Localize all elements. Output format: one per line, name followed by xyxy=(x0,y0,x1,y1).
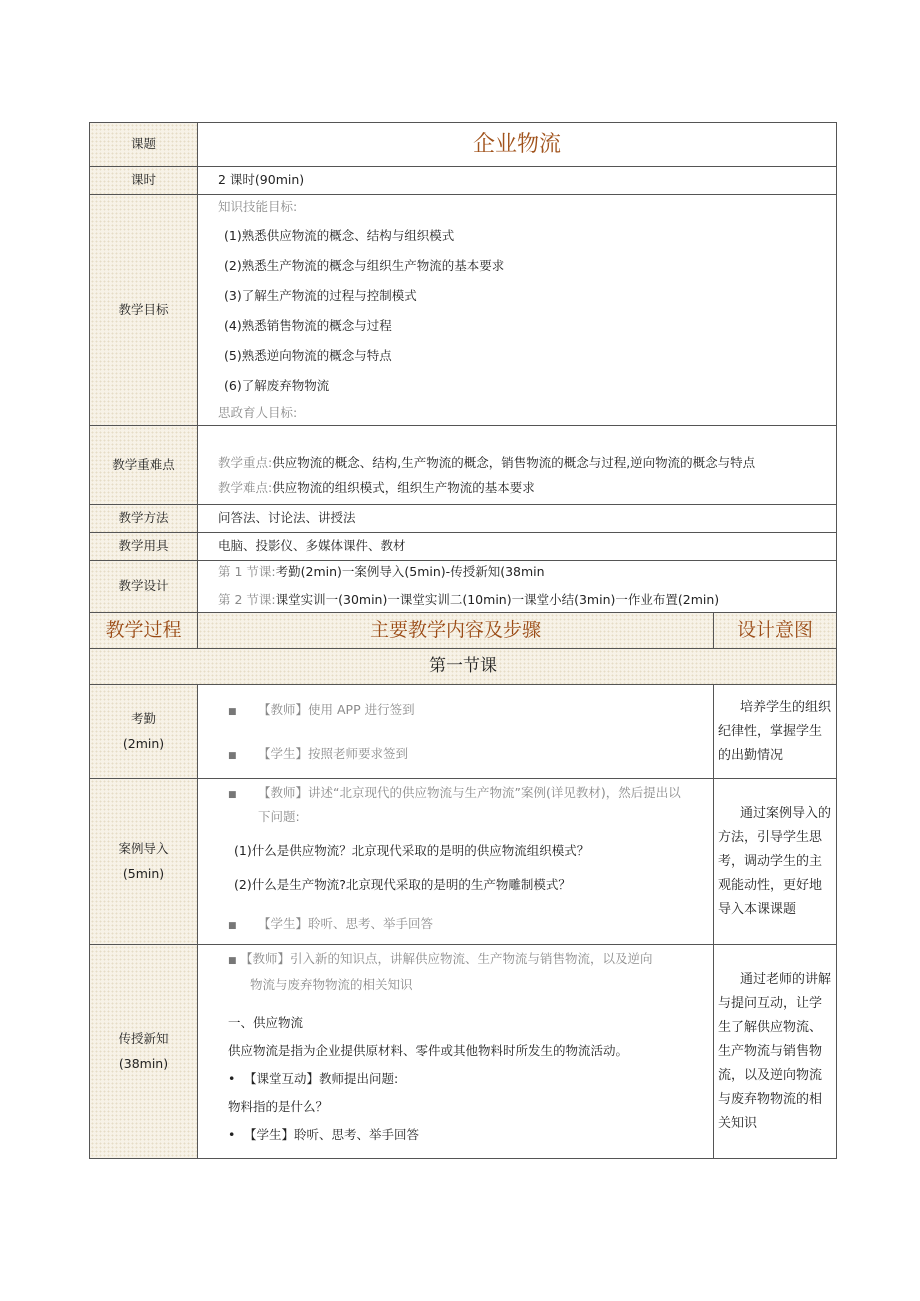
design-content xyxy=(198,561,837,613)
square-bullet-icon: ■ xyxy=(228,956,237,966)
case-teacher-cont: 下问题: xyxy=(258,808,300,824)
objectives-content xyxy=(198,195,837,426)
dot-bullet-icon: • xyxy=(228,1127,236,1142)
key-points-content xyxy=(198,426,837,505)
teach-definition: 供应物流是指为企业提供原材料、零件或其他物料时所发生的物流活动。 xyxy=(228,1043,629,1058)
knowledge-heading: 知识技能目标: xyxy=(218,199,298,214)
design-session-2: 第 2 节课:课堂实训一(30min)一课堂实训二(10min)一课堂小结(3min)一作业布置(2min) xyxy=(218,592,720,608)
methods-value: 问答法、讨论法、讲授法 xyxy=(198,505,837,533)
case-question-1: (1)什么是供应物流？北京现代采取的是明的供应物流组织模式？ xyxy=(234,842,590,858)
teach-teacher-cont: 物流与废弃物物流的相关知识 xyxy=(250,977,413,992)
attendance-student: ■ 【学生】按照老师要求签到 xyxy=(228,732,713,776)
tools-label: 教学用具 xyxy=(90,533,198,561)
case-intent: 通过案例导入的方法，引导学生思考，调动学生的主观能动性，更好地导入本课课题 xyxy=(714,779,837,945)
difficult-point-line: 教学难点:供应物流的组织模式，组织生产物流的基本要求 xyxy=(218,480,535,495)
objective-item: (5)熟悉逆向物流的概念与特点 xyxy=(224,348,392,363)
objective-item: (1)熟悉供应物流的概念、结构与组织模式 xyxy=(224,228,455,243)
column-header-content: 主要教学内容及步骤 xyxy=(198,613,714,649)
hours-label: 课时 xyxy=(90,167,198,195)
teach-content xyxy=(198,945,714,1159)
column-header-intent: 设计意图 xyxy=(714,613,837,649)
teach-student: • 【学生】聆听、思考、举手回答 xyxy=(228,1121,713,1149)
design-label: 教学设计 xyxy=(90,561,198,613)
teach-interaction: • 【课堂互动】教师提出问题: xyxy=(228,1065,713,1093)
topic-label: 课题 xyxy=(90,123,198,167)
attendance-content xyxy=(198,685,714,779)
design-session-1: 第 1 节课:考勤(2min)一案例导入(5min)-传授新知(38min xyxy=(218,564,545,580)
dot-bullet-icon: • xyxy=(228,1071,236,1086)
square-bullet-icon: ■ xyxy=(228,920,237,931)
hours-value: 2 课时(90min) xyxy=(198,167,837,195)
case-student: ■ 【学生】聆听、思考、举手回答 xyxy=(228,902,713,942)
tools-value: 电脑、投影仪、多媒体课件、教材 xyxy=(198,533,837,561)
column-header-process: 教学过程 xyxy=(90,613,198,649)
teach-label: 传授新知 (38min) xyxy=(90,945,198,1159)
case-teacher: ■ 【教师】讲述“北京现代的供应物流与生产物流”案例(详见教材)，然后提出以 xyxy=(228,782,713,806)
objective-item: (6)了解废弃物物流 xyxy=(224,378,330,393)
ideological-heading: 思政育人目标: xyxy=(218,405,298,420)
teach-heading: 一、供应物流 xyxy=(228,1015,304,1030)
square-bullet-icon: ■ xyxy=(228,750,237,761)
attendance-label: 考勤 (2min) xyxy=(90,685,198,779)
page-title: 企业物流 xyxy=(198,123,837,167)
key-points-label: 教学重难点 xyxy=(90,426,198,505)
section-title: 第一节课 xyxy=(90,649,837,685)
key-point-line: 教学重点:供应物流的概念、结构,生产物流的概念，销售物流的概念与过程,逆向物流的概念与特点 xyxy=(218,455,756,470)
case-content xyxy=(198,779,714,945)
teach-question: 物料指的是什么？ xyxy=(228,1099,329,1114)
objective-item: (3)了解生产物流的过程与控制模式 xyxy=(224,288,417,303)
teach-teacher: ■ 【教师】引入新的知识点，讲解供应物流、生产物流与销售物流，以及逆向 xyxy=(228,947,713,973)
case-label: 案例导入 (5min) xyxy=(90,779,198,945)
attendance-teacher: ■ 【教师】使用 APP 进行签到 xyxy=(228,688,713,732)
objectives-label: 教学目标 xyxy=(90,195,198,426)
teach-intent: 通过老师的讲解与提问互动，让学生了解供应物流、生产物流与销售物流，以及逆向物流与废弃物物流的相关知识 xyxy=(714,945,837,1159)
attendance-intent: 培养学生的组织纪律性，掌握学生的出勤情况 xyxy=(714,685,837,779)
case-question-2: (2)什么是生产物流?北京现代采取的是明的生产物雕制模式？ xyxy=(234,876,571,892)
lesson-plan-table xyxy=(89,122,837,1159)
square-bullet-icon: ■ xyxy=(228,789,237,800)
objective-item: (4)熟悉销售物流的概念与过程 xyxy=(224,318,392,333)
objective-item: (2)熟悉生产物流的概念与组织生产物流的基本要求 xyxy=(224,258,505,273)
square-bullet-icon: ■ xyxy=(228,706,237,717)
methods-label: 教学方法 xyxy=(90,505,198,533)
